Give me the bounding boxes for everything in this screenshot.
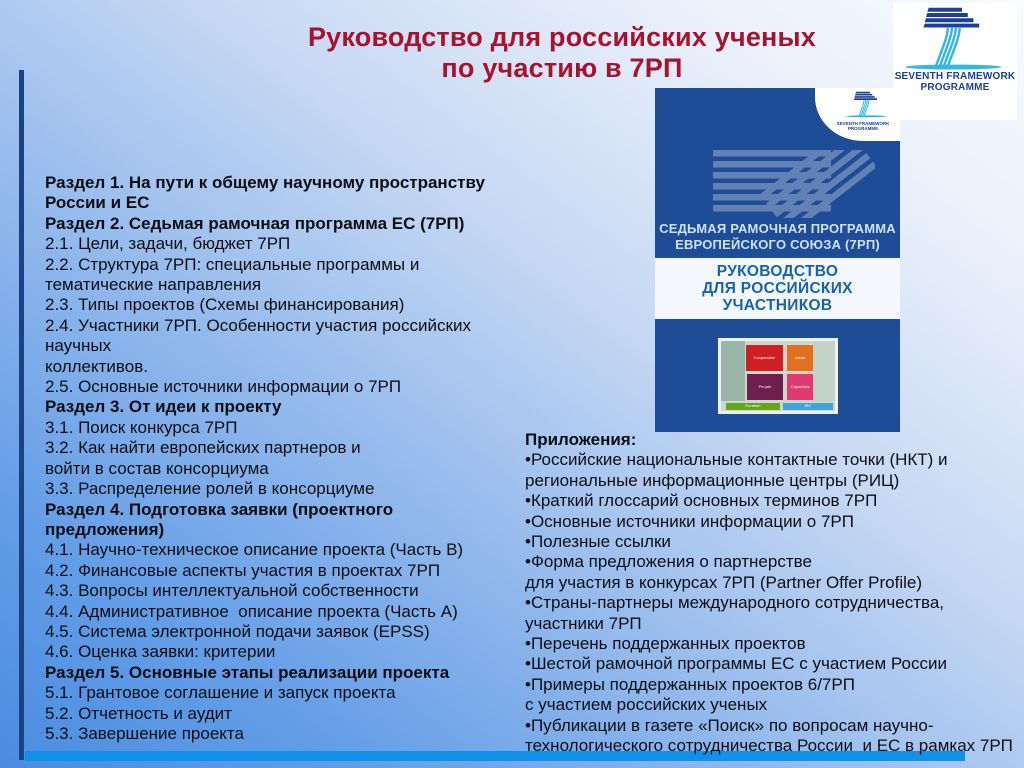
appendix-line: •Страны-партнеры международного сотрудничества, — [525, 593, 945, 613]
toc-line: 2.1. Цели, задачи, бюджет 7РП — [45, 234, 291, 254]
toc-line: 4.1. Научно-техническое описание проекта (Часть B) — [45, 540, 464, 560]
appendix-line: •Примеры поддержанных проектов 6/7РП — [525, 674, 855, 694]
toc-line: Раздел 2. Седьмая рамочная программа ЕС (7РП) — [45, 213, 465, 233]
toc-line: 4.3. Вопросы интеллектуальной собственности — [45, 581, 419, 601]
cover-stripes-watermark-icon — [707, 150, 875, 218]
table-of-contents — [45, 173, 485, 744]
cover-main-title — [655, 258, 900, 314]
fp7-seven-icon — [902, 6, 1008, 71]
toc-line: Раздел 1. На пути к общему научному пространству — [45, 173, 485, 192]
photo-strip-left — [721, 341, 745, 401]
tile-euratom: Euratom — [726, 403, 781, 411]
appendix-list — [525, 430, 1013, 757]
tile-people: People — [747, 374, 782, 401]
cover-series-line1: СЕДЬМАЯ РАМОЧНАЯ ПРОГРАММА — [659, 221, 896, 236]
toc-line: коллективов. — [45, 356, 148, 376]
cover-main-title-line3: УЧАСТНИКОВ — [722, 297, 833, 314]
tile-capacities: Capacities — [787, 374, 813, 401]
toc-line: России и ЕС — [45, 193, 150, 213]
toc-line: Раздел 3. От идеи к проекту — [45, 397, 282, 417]
tile-cooperation: Cooperation — [746, 345, 782, 372]
appendix-line: для участия в конкурсах 7РП (Partner Offer Profile) — [525, 572, 923, 592]
cover-main-title-line2: ДЛЯ РОССИЙСКИХ — [702, 280, 853, 297]
slide-title-line1: Руководство для российских ученых — [307, 22, 817, 52]
fp7-programmes-image — [718, 338, 838, 414]
book-cover — [655, 88, 900, 432]
appendix-line: •Публикации в газете «Поиск» по вопросам научно- — [525, 715, 934, 735]
toc-line: 2.5. Основные источники информации о 7РП — [45, 377, 402, 397]
appendix-line: •Российские национальные контактные точки (НКТ) и — [525, 450, 948, 470]
slide-title-line2: по участию в 7РП — [441, 53, 683, 83]
book-cover-corner — [815, 88, 900, 141]
appendix-line: с участием российских ученых — [525, 695, 768, 715]
fp7-mini-logo-text — [831, 121, 895, 131]
toc-line: 5.1. Грантовое соглашение и запуск проекта — [45, 683, 396, 703]
toc-line: 2.3. Типы проектов (Схемы финансирования) — [45, 295, 405, 315]
fp7-mini-logo-line1: SEVENTH FRAMEWORK — [836, 121, 890, 126]
appendix-line: •Перечень поддержанных проектов — [525, 634, 806, 654]
fp7-logo-text-line2: PROGRAMME — [920, 82, 990, 93]
appendix-line: технологического сотрудничества России и ЕС в рамках 7РП — [525, 736, 1013, 756]
toc-line: 4.2. Финансовые аспекты участия в проектах 7РП — [45, 560, 441, 580]
left-frame-bar — [19, 70, 24, 760]
appendix-line: региональные информационные центры (РИЦ) — [525, 470, 900, 490]
appendix-line: участники 7РП — [525, 613, 642, 633]
fp7-logo — [893, 3, 1017, 120]
cover-main-title-line1: РУКОВОДСТВО — [716, 263, 839, 280]
fp7-logo-text-line1: SEVENTH FRAMEWORK — [894, 71, 1016, 82]
toc-line: войти в состав консорциума — [45, 458, 269, 478]
toc-line: 4.4. Административное описание проекта (Часть А) — [45, 601, 458, 621]
appendix-heading: Приложения: — [525, 430, 637, 449]
toc-line: Раздел 4. Подготовка заявки (проектного — [45, 499, 394, 519]
photo-strip-right — [813, 341, 835, 401]
toc-line: 3.1. Поиск конкурса 7РП — [45, 417, 238, 437]
toc-line: 3.3. Распределение ролей в консорциуме — [45, 479, 375, 499]
tile-jrc: JRC — [783, 403, 833, 411]
toc-line: 4.5. Система электронной подачи заявок (EPSS) — [45, 621, 430, 641]
toc-line: 3.2. Как найти европейских партнеров и — [45, 438, 361, 458]
appendix-line: •Шестой рамочной программы ЕС с участием России — [525, 654, 947, 674]
cover-series-line2: ЕВРОПЕЙСКОГО СОЮЗА (7РП) — [675, 237, 880, 252]
appendix-line: •Форма предложения о партнерстве — [525, 552, 812, 572]
slide-title — [162, 22, 962, 84]
toc-line: 5.2. Отчетность и аудит — [45, 703, 232, 723]
toc-line: 4.6. Оценка заявки: критерии — [45, 642, 276, 662]
fp7-mini-logo-icon — [845, 91, 889, 118]
toc-line: научных — [45, 336, 112, 356]
cover-title-band — [655, 258, 900, 319]
cover-series-title — [655, 221, 900, 253]
toc-line: 5.3. Завершение проекта — [45, 723, 244, 743]
toc-line: предложения) — [45, 519, 165, 539]
appendix-line: •Краткий глоссарий основных терминов 7РП — [525, 491, 878, 511]
fp7-mini-logo-line2: PROGRAMME — [847, 126, 879, 131]
toc-line: Раздел 5. Основные этапы реализации проекта — [45, 662, 450, 682]
toc-line: 2.4. Участники 7РП. Особенности участия российских — [45, 315, 471, 335]
appendix-lines — [525, 450, 1013, 756]
appendix-line: •Основные источники информации о 7РП — [525, 511, 854, 531]
appendix-line: •Полезные ссылки — [525, 532, 671, 552]
toc-line: тематические направления — [45, 275, 262, 295]
tile-ideas: Ideas — [787, 345, 813, 372]
toc-line: 2.2. Структура 7РП: специальные программы и — [45, 254, 420, 274]
